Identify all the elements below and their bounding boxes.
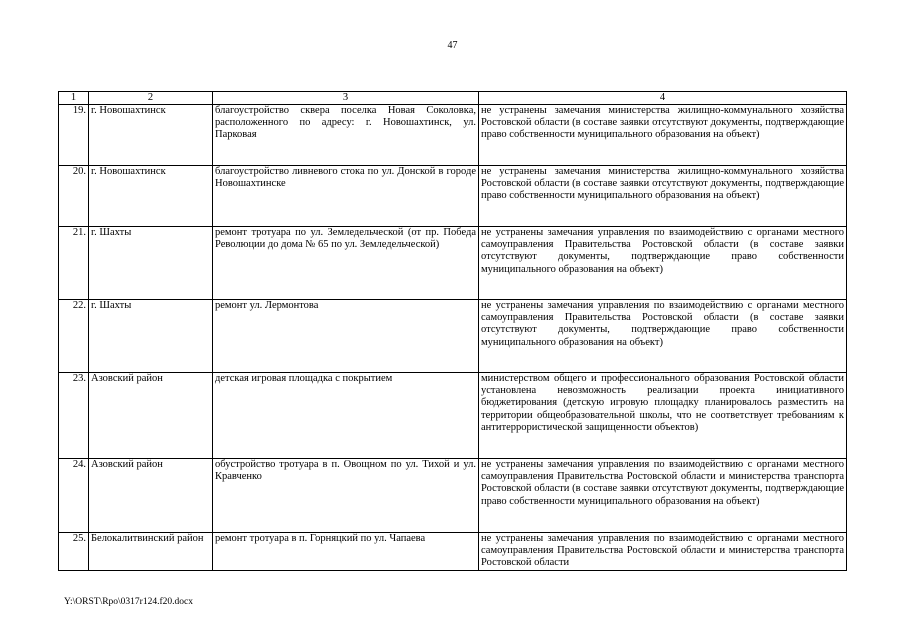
project-cell: обустройство тротуара в п. Овощном по ул. Тихой и ул. Кравченко (213, 459, 479, 533)
table-row (59, 166, 847, 227)
column-header: 3 (213, 92, 479, 105)
document-table (58, 91, 847, 571)
column-header: 1 (59, 92, 89, 105)
municipality-cell: г. Шахты (89, 300, 213, 373)
reason-cell: не устранены замечания управления по взаимодействию с органами местного самоуправления Правительства Ростовской области и министерства транспорта Ростовской области (479, 533, 847, 571)
row-number: 23. (59, 373, 89, 459)
page-number: 47 (447, 40, 458, 51)
reason-cell: не устранены замечания управления по взаимодействию с органами местного самоуправления Правительства Ростовской области и министерства транспорта Ростовской области (в составе заявки отсутствуют документы, подтверждающие право собственности муниципального образования на объект) (479, 459, 847, 533)
row-number: 24. (59, 459, 89, 533)
row-number: 25. (59, 533, 89, 571)
municipality-cell: г. Новошахтинск (89, 105, 213, 166)
table-header-row (59, 92, 847, 105)
reason-cell: не устранены замечания управления по взаимодействию с органами местного самоуправления Правительства Ростовской области (в составе заявки отсутствуют документы, подтверждающие право собственности муниципального образования на объект) (479, 227, 847, 300)
municipality-cell: г. Новошахтинск (89, 166, 213, 227)
table-row (59, 300, 847, 373)
project-cell: ремонт тротуара в п. Горняцкий по ул. Чапаева (213, 533, 479, 571)
row-number: 19. (59, 105, 89, 166)
project-cell: ремонт ул. Лермонтова (213, 300, 479, 373)
reason-cell: не устранены замечания министерства жилищно-коммунального хозяйства Ростовской области (в составе заявки отсутствуют документы, подтверждающие право собственности муниципального образования на объект) (479, 105, 847, 166)
project-cell: детская игровая площадка с покрытием (213, 373, 479, 459)
row-number: 22. (59, 300, 89, 373)
municipality-cell: г. Шахты (89, 227, 213, 300)
column-header: 2 (89, 92, 213, 105)
row-number: 20. (59, 166, 89, 227)
reason-cell: не устранены замечания управления по взаимодействию с органами местного самоуправления Правительства Ростовской области (в составе заявки отсутствуют документы, подтверждающие право собственности муниципального образования на объект) (479, 300, 847, 373)
table-row (59, 533, 847, 571)
table-row (59, 227, 847, 300)
file-path-footer: Y:\ORST\Rpo\0317r124.f20.docx (64, 597, 193, 607)
table-row (59, 373, 847, 459)
column-header: 4 (479, 92, 847, 105)
table-row (59, 105, 847, 166)
municipality-cell: Азовский район (89, 373, 213, 459)
row-number: 21. (59, 227, 89, 300)
municipality-cell: Азовский район (89, 459, 213, 533)
project-cell: благоустройство ливневого стока по ул. Донской в городе Новошахтинске (213, 166, 479, 227)
table-row (59, 459, 847, 533)
reason-cell: не устранены замечания министерства жилищно-коммунального хозяйства Ростовской области (в составе заявки отсутствуют документы, подтверждающие право собственности муниципального образования на объект) (479, 166, 847, 227)
municipality-cell: Белокалитвинский район (89, 533, 213, 571)
project-cell: ремонт тротуара по ул. Земледельческой (от пр. Победа Революции до дома № 65 по ул. Земледельческой) (213, 227, 479, 300)
reason-cell: министерством общего и профессионального образования Ростовской области установлена невозможность реализации проекта инициативного бюджетирования (детскую игровую площадку планировалось разместить на территории общеобразовательной школы, что не соответствует требованиям к антитеррористической защищенности объектов) (479, 373, 847, 459)
project-cell: благоустройство сквера поселка Новая Соколовка, расположенного по адресу: г. Новошахтинск, ул. Парковая (213, 105, 479, 166)
